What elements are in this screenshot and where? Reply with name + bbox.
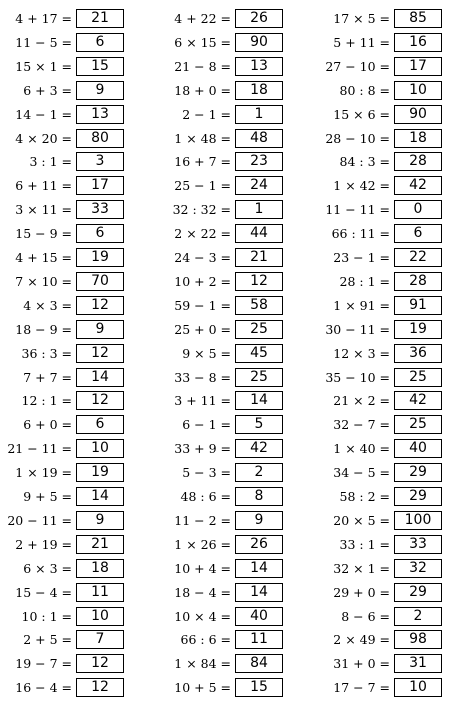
problem-expression: 4 + 15 = [15,250,72,265]
problem-row [159,296,309,315]
problem-row [318,129,461,148]
answer-box[interactable]: 2 [394,607,442,626]
problem-expression: 28 : 1 = [339,273,390,289]
problem-expression: 17 × 5 = [333,11,390,26]
problem-expression: 84 : 3 = [339,154,390,170]
problem-expression: 4 + 22 = [174,11,231,26]
problem-expression: 9 + 5 = [23,489,72,504]
problem-expression: 34 − 5 = [333,465,390,481]
answer-box[interactable]: 90 [235,33,283,52]
problem-expression: 66 : 11 = [331,226,390,242]
problem-expression: 10 + 2 = [174,273,231,289]
problem-expression: 16 + 7 = [174,154,231,170]
problem-expression: 6 × 3 = [23,560,72,576]
problem-expression: 1 × 48 = [174,130,231,146]
answer-box[interactable]: 98 [394,630,442,649]
problem-row [159,559,309,578]
problem-expression: 15 × 6 = [333,106,390,122]
problem-row [0,678,150,697]
problem-row [318,105,461,124]
problem-expression: 8 − 6 = [341,608,390,624]
problem-row [0,81,150,100]
problem-row [159,129,309,148]
problem-row [159,415,309,434]
problem-expression: 6 × 15 = [174,34,231,50]
answer-box[interactable]: 31 [394,654,442,673]
problem-expression: 15 − 9 = [15,226,72,242]
answer-box[interactable]: 29 [394,487,442,506]
problem-row [0,344,150,363]
answer-box[interactable]: 21 [76,535,124,554]
problem-row [0,9,150,28]
problem-row [0,368,150,387]
answer-box[interactable]: 12 [76,654,124,673]
answer-box[interactable]: 14 [76,487,124,506]
answer-box[interactable]: 3 [76,152,124,171]
problem-row [0,583,150,602]
problem-row [159,57,309,76]
problem-row [159,105,309,124]
answer-box[interactable]: 10 [76,439,124,458]
problem-row [318,248,461,267]
problem-expression: 7 + 7 = [23,369,72,385]
problem-row [318,368,461,387]
answer-box[interactable]: 23 [235,152,283,171]
problem-expression: 5 + 11 = [333,34,390,50]
answer-box[interactable]: 91 [394,296,442,315]
answer-box[interactable]: 17 [76,176,124,195]
problem-row [318,654,461,673]
problem-expression: 2 + 19 = [15,536,72,552]
answer-box[interactable]: 48 [235,129,283,148]
problem-expression: 30 − 11 = [325,321,390,337]
answer-box[interactable]: 70 [76,272,124,291]
problem-expression: 33 + 9 = [174,441,231,457]
problem-row [318,176,461,195]
problem-row [0,272,150,291]
problem-expression: 10 + 4 = [174,560,231,576]
problem-expression: 27 − 10 = [325,58,390,74]
problem-expression: 32 : 32 = [172,202,231,218]
problem-row [159,391,309,410]
problem-row [159,152,309,171]
answer-box[interactable]: 22 [394,248,442,267]
answer-box[interactable]: 28 [394,272,442,291]
problem-expression: 11 − 5 = [15,34,72,50]
problem-expression: 32 × 1 = [333,560,390,576]
answer-box[interactable]: 15 [235,678,283,697]
answer-box[interactable]: 33 [394,535,442,554]
problem-row [318,630,461,649]
answer-box[interactable]: 9 [76,81,124,100]
problem-row [0,415,150,434]
answer-box[interactable]: 2 [235,463,283,482]
problem-expression: 33 − 8 = [174,369,231,385]
problem-expression: 14 − 1 = [15,106,72,122]
problem-expression: 12 × 3 = [333,345,390,361]
answer-box[interactable]: 26 [235,9,283,28]
problem-expression: 17 − 7 = [333,680,390,696]
problem-expression: 32 − 7 = [333,417,390,433]
problem-expression: 2 × 49 = [333,632,390,648]
problem-row [318,487,461,506]
answer-box[interactable]: 36 [394,344,442,363]
problem-expression: 1 × 40 = [333,441,390,457]
answer-box[interactable]: 13 [76,105,124,124]
problem-expression: 36 : 3 = [21,345,72,361]
problem-expression: 1 × 91 = [333,297,390,313]
answer-box[interactable]: 6 [76,33,124,52]
answer-box[interactable]: 14 [235,583,283,602]
problem-row [318,415,461,434]
problem-expression: 25 − 1 = [174,178,231,194]
problem-expression: 21 − 8 = [174,58,231,74]
problem-expression: 66 : 6 = [180,632,231,648]
problem-row [0,105,150,124]
problem-expression: 7 × 10 = [15,273,72,289]
problem-row [0,200,150,219]
problem-expression: 1 × 26 = [174,536,231,552]
problem-row [159,224,309,243]
answer-box[interactable]: 26 [235,535,283,554]
problem-expression: 18 + 0 = [174,82,231,98]
answer-box[interactable]: 40 [235,607,283,626]
problem-row [0,320,150,339]
problem-row [318,607,461,626]
answer-box[interactable]: 44 [235,224,283,243]
problem-expression: 2 − 1 = [182,106,231,122]
problem-expression: 5 − 3 = [182,465,231,481]
problem-row [159,320,309,339]
answer-box[interactable]: 18 [235,81,283,100]
answer-box[interactable]: 9 [76,320,124,339]
answer-box[interactable]: 12 [76,678,124,697]
problem-expression: 11 − 2 = [174,512,231,528]
problem-expression: 23 − 1 = [333,250,390,265]
problem-row [159,272,309,291]
problem-expression: 15 − 4 = [15,584,72,600]
answer-box[interactable]: 6 [76,224,124,243]
problem-expression: 15 × 1 = [15,58,72,74]
problem-row [0,296,150,315]
answer-box[interactable]: 0 [394,200,442,219]
answer-box[interactable]: 12 [76,344,124,363]
problem-row [159,535,309,554]
problem-expression: 1 × 42 = [333,178,390,194]
problem-expression: 16 − 4 = [15,680,72,696]
problem-expression: 10 : 1 = [21,608,72,624]
problem-row [159,511,309,530]
problem-expression: 6 − 1 = [182,417,231,433]
problem-expression: 19 − 7 = [15,656,72,672]
problem-expression: 3 + 11 = [174,393,231,409]
problem-row [318,296,461,315]
problem-expression: 18 − 9 = [15,321,72,337]
problem-expression: 18 − 4 = [174,584,231,600]
problem-row [0,224,150,243]
answer-box[interactable]: 32 [394,559,442,578]
answer-box[interactable]: 6 [394,224,442,243]
problem-row [318,463,461,482]
answer-box[interactable]: 12 [235,272,283,291]
problem-row [318,9,461,28]
problem-expression: 6 + 11 = [15,178,72,194]
problem-expression: 20 × 5 = [333,512,390,528]
problem-expression: 24 − 3 = [174,250,231,265]
problem-expression: 4 × 3 = [23,297,72,313]
problem-row [0,654,150,673]
answer-box[interactable]: 14 [235,391,283,410]
answer-box[interactable]: 29 [394,583,442,602]
answer-box[interactable]: 10 [394,81,442,100]
problem-row [159,463,309,482]
answer-box[interactable]: 42 [394,391,442,410]
answer-box[interactable]: 42 [394,176,442,195]
problem-row [0,391,150,410]
problem-row [0,630,150,649]
problem-expression: 11 − 11 = [325,202,390,218]
problem-expression: 28 − 10 = [325,130,390,146]
answer-box[interactable]: 40 [394,439,442,458]
answer-box[interactable]: 45 [235,344,283,363]
answer-box[interactable]: 17 [394,57,442,76]
problem-expression: 35 − 10 = [325,369,390,385]
answer-box[interactable]: 18 [76,559,124,578]
answer-box[interactable]: 1 [235,200,283,219]
answer-box[interactable]: 5 [235,415,283,434]
problem-expression: 33 : 1 = [339,536,390,552]
answer-box[interactable]: 11 [235,630,283,649]
answer-box[interactable]: 84 [235,654,283,673]
answer-box[interactable]: 19 [394,320,442,339]
answer-box[interactable]: 9 [235,511,283,530]
answer-box[interactable]: 7 [76,630,124,649]
problem-row [0,33,150,52]
answer-box[interactable]: 25 [235,368,283,387]
problem-row [159,607,309,626]
problem-row [159,33,309,52]
problem-row [159,439,309,458]
answer-box[interactable]: 21 [76,9,124,28]
answer-box[interactable]: 58 [235,296,283,315]
problem-row [159,630,309,649]
answer-box[interactable]: 15 [76,57,124,76]
problem-expression: 3 : 1 = [29,154,72,170]
problem-expression: 20 − 11 = [7,512,72,528]
answer-box[interactable]: 12 [76,296,124,315]
answer-box[interactable]: 80 [76,129,124,148]
problem-expression: 3 × 11 = [15,202,72,218]
problem-expression: 2 × 22 = [174,226,231,242]
problem-row [318,224,461,243]
problem-row [0,487,150,506]
problem-row [159,368,309,387]
problem-row [159,81,309,100]
problem-row [159,9,309,28]
answer-box[interactable]: 21 [235,248,283,267]
answer-box[interactable]: 24 [235,176,283,195]
problem-row [0,559,150,578]
problem-expression: 21 − 11 = [7,441,72,457]
problem-expression: 1 × 19 = [15,465,72,481]
answer-box[interactable]: 6 [76,415,124,434]
answer-box[interactable]: 18 [394,129,442,148]
answer-box[interactable]: 25 [394,415,442,434]
problem-expression: 12 : 1 = [21,393,72,409]
problem-row [0,511,150,530]
problem-expression: 6 + 3 = [23,82,72,98]
problem-row [159,176,309,195]
problem-expression: 9 × 5 = [182,345,231,361]
problem-row [318,200,461,219]
problem-expression: 58 : 2 = [339,489,390,504]
problem-expression: 48 : 6 = [180,489,231,504]
problem-expression: 21 × 2 = [333,393,390,409]
answer-box[interactable]: 42 [235,439,283,458]
answer-box[interactable]: 90 [394,105,442,124]
answer-box[interactable]: 19 [76,248,124,267]
problem-expression: 10 × 4 = [174,608,231,624]
problem-row [159,248,309,267]
answer-box[interactable]: 16 [394,33,442,52]
answer-box[interactable]: 11 [76,583,124,602]
answer-box[interactable]: 14 [235,559,283,578]
problem-expression: 31 + 0 = [333,656,390,672]
problem-row [0,439,150,458]
answer-box[interactable]: 33 [76,200,124,219]
problem-row [318,439,461,458]
problem-row [0,248,150,267]
problem-row [318,272,461,291]
problem-row [318,583,461,602]
problem-row [318,535,461,554]
problem-row [159,654,309,673]
problem-expression: 29 + 0 = [333,584,390,600]
problem-expression: 4 × 20 = [15,130,72,146]
problem-row [318,81,461,100]
answer-box[interactable]: 28 [394,152,442,171]
problem-row [159,678,309,697]
problem-row [159,583,309,602]
answer-box[interactable]: 100 [394,511,442,530]
problem-row [318,511,461,530]
problem-row [318,391,461,410]
problem-expression: 2 + 5 = [23,632,72,648]
answer-box[interactable]: 9 [76,511,124,530]
answer-box[interactable]: 85 [394,9,442,28]
answer-box[interactable]: 19 [76,463,124,482]
answer-box[interactable]: 12 [76,391,124,410]
problem-row [318,344,461,363]
problem-row [0,607,150,626]
problem-expression: 6 + 0 = [23,417,72,433]
answer-box[interactable]: 10 [394,678,442,697]
problem-row [318,152,461,171]
problem-expression: 1 × 84 = [174,656,231,672]
answer-box[interactable]: 1 [235,105,283,124]
problem-row [318,559,461,578]
problem-row [0,176,150,195]
problem-expression: 25 + 0 = [174,321,231,337]
answer-box[interactable]: 25 [394,368,442,387]
problem-row [0,152,150,171]
problem-row [0,57,150,76]
answer-box[interactable]: 8 [235,487,283,506]
problem-row [0,535,150,554]
problem-row [159,487,309,506]
problem-expression: 80 : 8 = [339,82,390,98]
problem-row [0,129,150,148]
problem-row [318,57,461,76]
answer-box[interactable]: 29 [394,463,442,482]
problem-row [318,33,461,52]
problem-row [0,463,150,482]
answer-box[interactable]: 14 [76,368,124,387]
problem-row [159,200,309,219]
problem-expression: 4 + 17 = [15,11,72,26]
problem-expression: 59 − 1 = [174,297,231,313]
problem-row [318,678,461,697]
problem-row [159,344,309,363]
problem-expression: 10 + 5 = [174,680,231,696]
answer-box[interactable]: 10 [76,607,124,626]
answer-box[interactable]: 13 [235,57,283,76]
answer-box[interactable]: 25 [235,320,283,339]
problem-row [318,320,461,339]
